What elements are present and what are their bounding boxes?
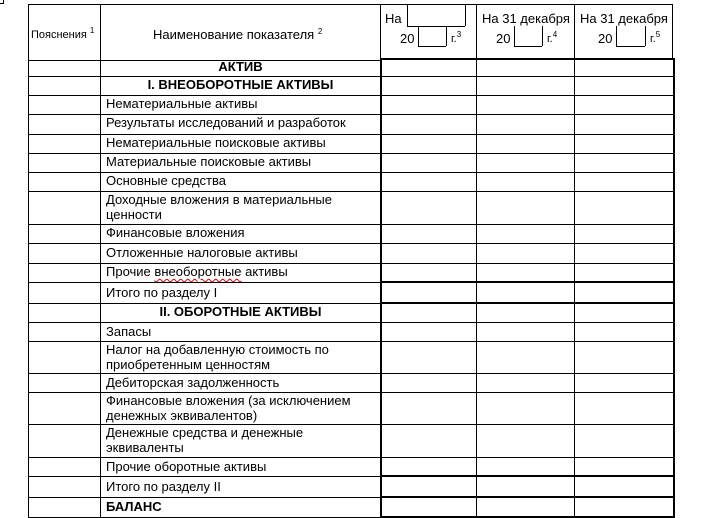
year-suffix-col4: г.$^4$: [547, 30, 558, 45]
body-divider-1: [100, 60, 101, 518]
header-col5-label: На 31 декабря: [580, 11, 668, 26]
row-receivables: Дебиторская задолженность: [106, 375, 280, 390]
row-balance: БАЛАНС: [106, 499, 162, 514]
row-cash-line2: эквиваленты: [106, 440, 184, 455]
header-divider-3: [476, 4, 477, 60]
value-row-line-thick: [382, 496, 673, 498]
row-line: [28, 373, 381, 374]
values-frame-top: [380, 58, 675, 60]
row-line: [28, 322, 381, 323]
value-row-line: [382, 457, 673, 458]
value-row-line-thick: [382, 281, 673, 283]
row-total-section-2: Итого по разделу II: [106, 479, 221, 494]
row-financial-investments: Финансовые вложения: [106, 225, 245, 240]
value-row-line: [382, 172, 673, 173]
header-divider-1: [100, 4, 101, 60]
year-box-3-underline: [616, 46, 645, 47]
section-2-heading: II. ОБОРОТНЫЕ АКТИВЫ: [159, 304, 322, 319]
year-box-2-underline: [514, 46, 542, 47]
header-col3-label: На: [385, 11, 402, 26]
aktiv-heading: АКТИВ: [218, 59, 263, 74]
value-row-line: [382, 153, 673, 154]
value-row-line: [382, 424, 673, 425]
year-suffix-col3: г.$^3$: [451, 30, 462, 45]
year-box-1-left: [418, 26, 419, 46]
year-box-3-left: [616, 26, 617, 46]
header-indicator: Наименование показателя $^2$: [153, 27, 323, 42]
year-box-2-left: [514, 26, 515, 46]
value-row-line: [382, 392, 673, 393]
header-explanations: Пояснения $^1$: [31, 26, 95, 41]
date-box-right: [465, 4, 466, 26]
row-line: [28, 243, 381, 244]
value-row-line: [382, 114, 673, 115]
year-prefix-col3: 20: [400, 31, 415, 46]
body-divider-4: [574, 60, 575, 518]
header-left-border: [28, 4, 29, 60]
body-divider-3: [476, 60, 477, 518]
body-left-border: [28, 60, 29, 518]
value-row-line: [382, 191, 673, 192]
row-line: [28, 476, 381, 477]
row-line: [28, 497, 381, 498]
value-row-line-thick: [382, 302, 673, 304]
row-short-investments-line1: Финансовые вложения (за исключением: [106, 393, 351, 408]
section-1-heading: I. ВНЕОБОРОТНЫЕ АКТИВЫ: [147, 77, 334, 92]
corner-mark: [0, 0, 4, 4]
value-row-line: [382, 373, 673, 374]
row-total-section-1: Итого по разделу I: [106, 285, 218, 300]
value-row-line: [382, 134, 673, 135]
row-tangible-exploration: Материальные поисковые активы: [106, 154, 312, 169]
value-row-line-thick: [382, 475, 673, 477]
value-row-line: [382, 95, 673, 96]
row-line: [28, 457, 381, 458]
values-frame-right: [673, 58, 675, 518]
row-other-current-assets: Прочие оборотные активы: [106, 459, 267, 474]
header-divider-4: [574, 4, 575, 60]
row-fixed-assets: Основные средства: [106, 173, 226, 188]
row-rnd-results: Результаты исследований и разработок: [106, 115, 346, 130]
value-row-line: [382, 322, 673, 323]
values-frame-left: [380, 58, 382, 518]
header-col4-label: На 31 декабря: [482, 11, 570, 26]
value-row-line: [382, 263, 673, 264]
row-profitable-investments-line1: Доходные вложения в материальные: [106, 192, 332, 207]
row-vat-line2: приобретенным ценностям: [106, 357, 271, 372]
row-other-noncurrent-assets: Прочие внеоборотные активы: [106, 264, 288, 279]
year-box-2-right: [542, 26, 543, 46]
row-cash-line1: Денежные средства и денежные: [106, 425, 304, 440]
header-right-border: [672, 4, 673, 60]
date-box-underline: [407, 26, 465, 27]
value-row-line: [382, 224, 673, 225]
row-vat-line1: Налог на добавленную стоимость по: [106, 342, 329, 357]
date-box-left: [407, 4, 408, 26]
row-intangible-assets: Нематериальные активы: [106, 96, 258, 111]
row-intangible-exploration: Нематериальные поисковые активы: [106, 135, 326, 150]
row-profitable-investments-line2: ценности: [106, 207, 162, 222]
year-box-1-right: [446, 26, 447, 46]
header-top-border: [28, 4, 673, 5]
row-short-investments-line2: денежных эквивалентов): [106, 408, 258, 423]
year-suffix-col5: г.$^5$: [650, 30, 661, 45]
year-prefix-col5: 20: [598, 31, 613, 46]
value-row-line: [382, 243, 673, 244]
row-deferred-tax-assets: Отложенные налоговые активы: [106, 245, 298, 260]
row-line: [28, 282, 381, 283]
value-row-line: [382, 341, 673, 342]
value-row-line: [382, 76, 673, 77]
year-prefix-col4: 20: [496, 31, 511, 46]
year-box-1-underline: [418, 46, 446, 47]
row-inventories: Запасы: [106, 324, 152, 339]
year-box-3-right: [645, 26, 646, 46]
header-divider-2: [380, 4, 381, 60]
